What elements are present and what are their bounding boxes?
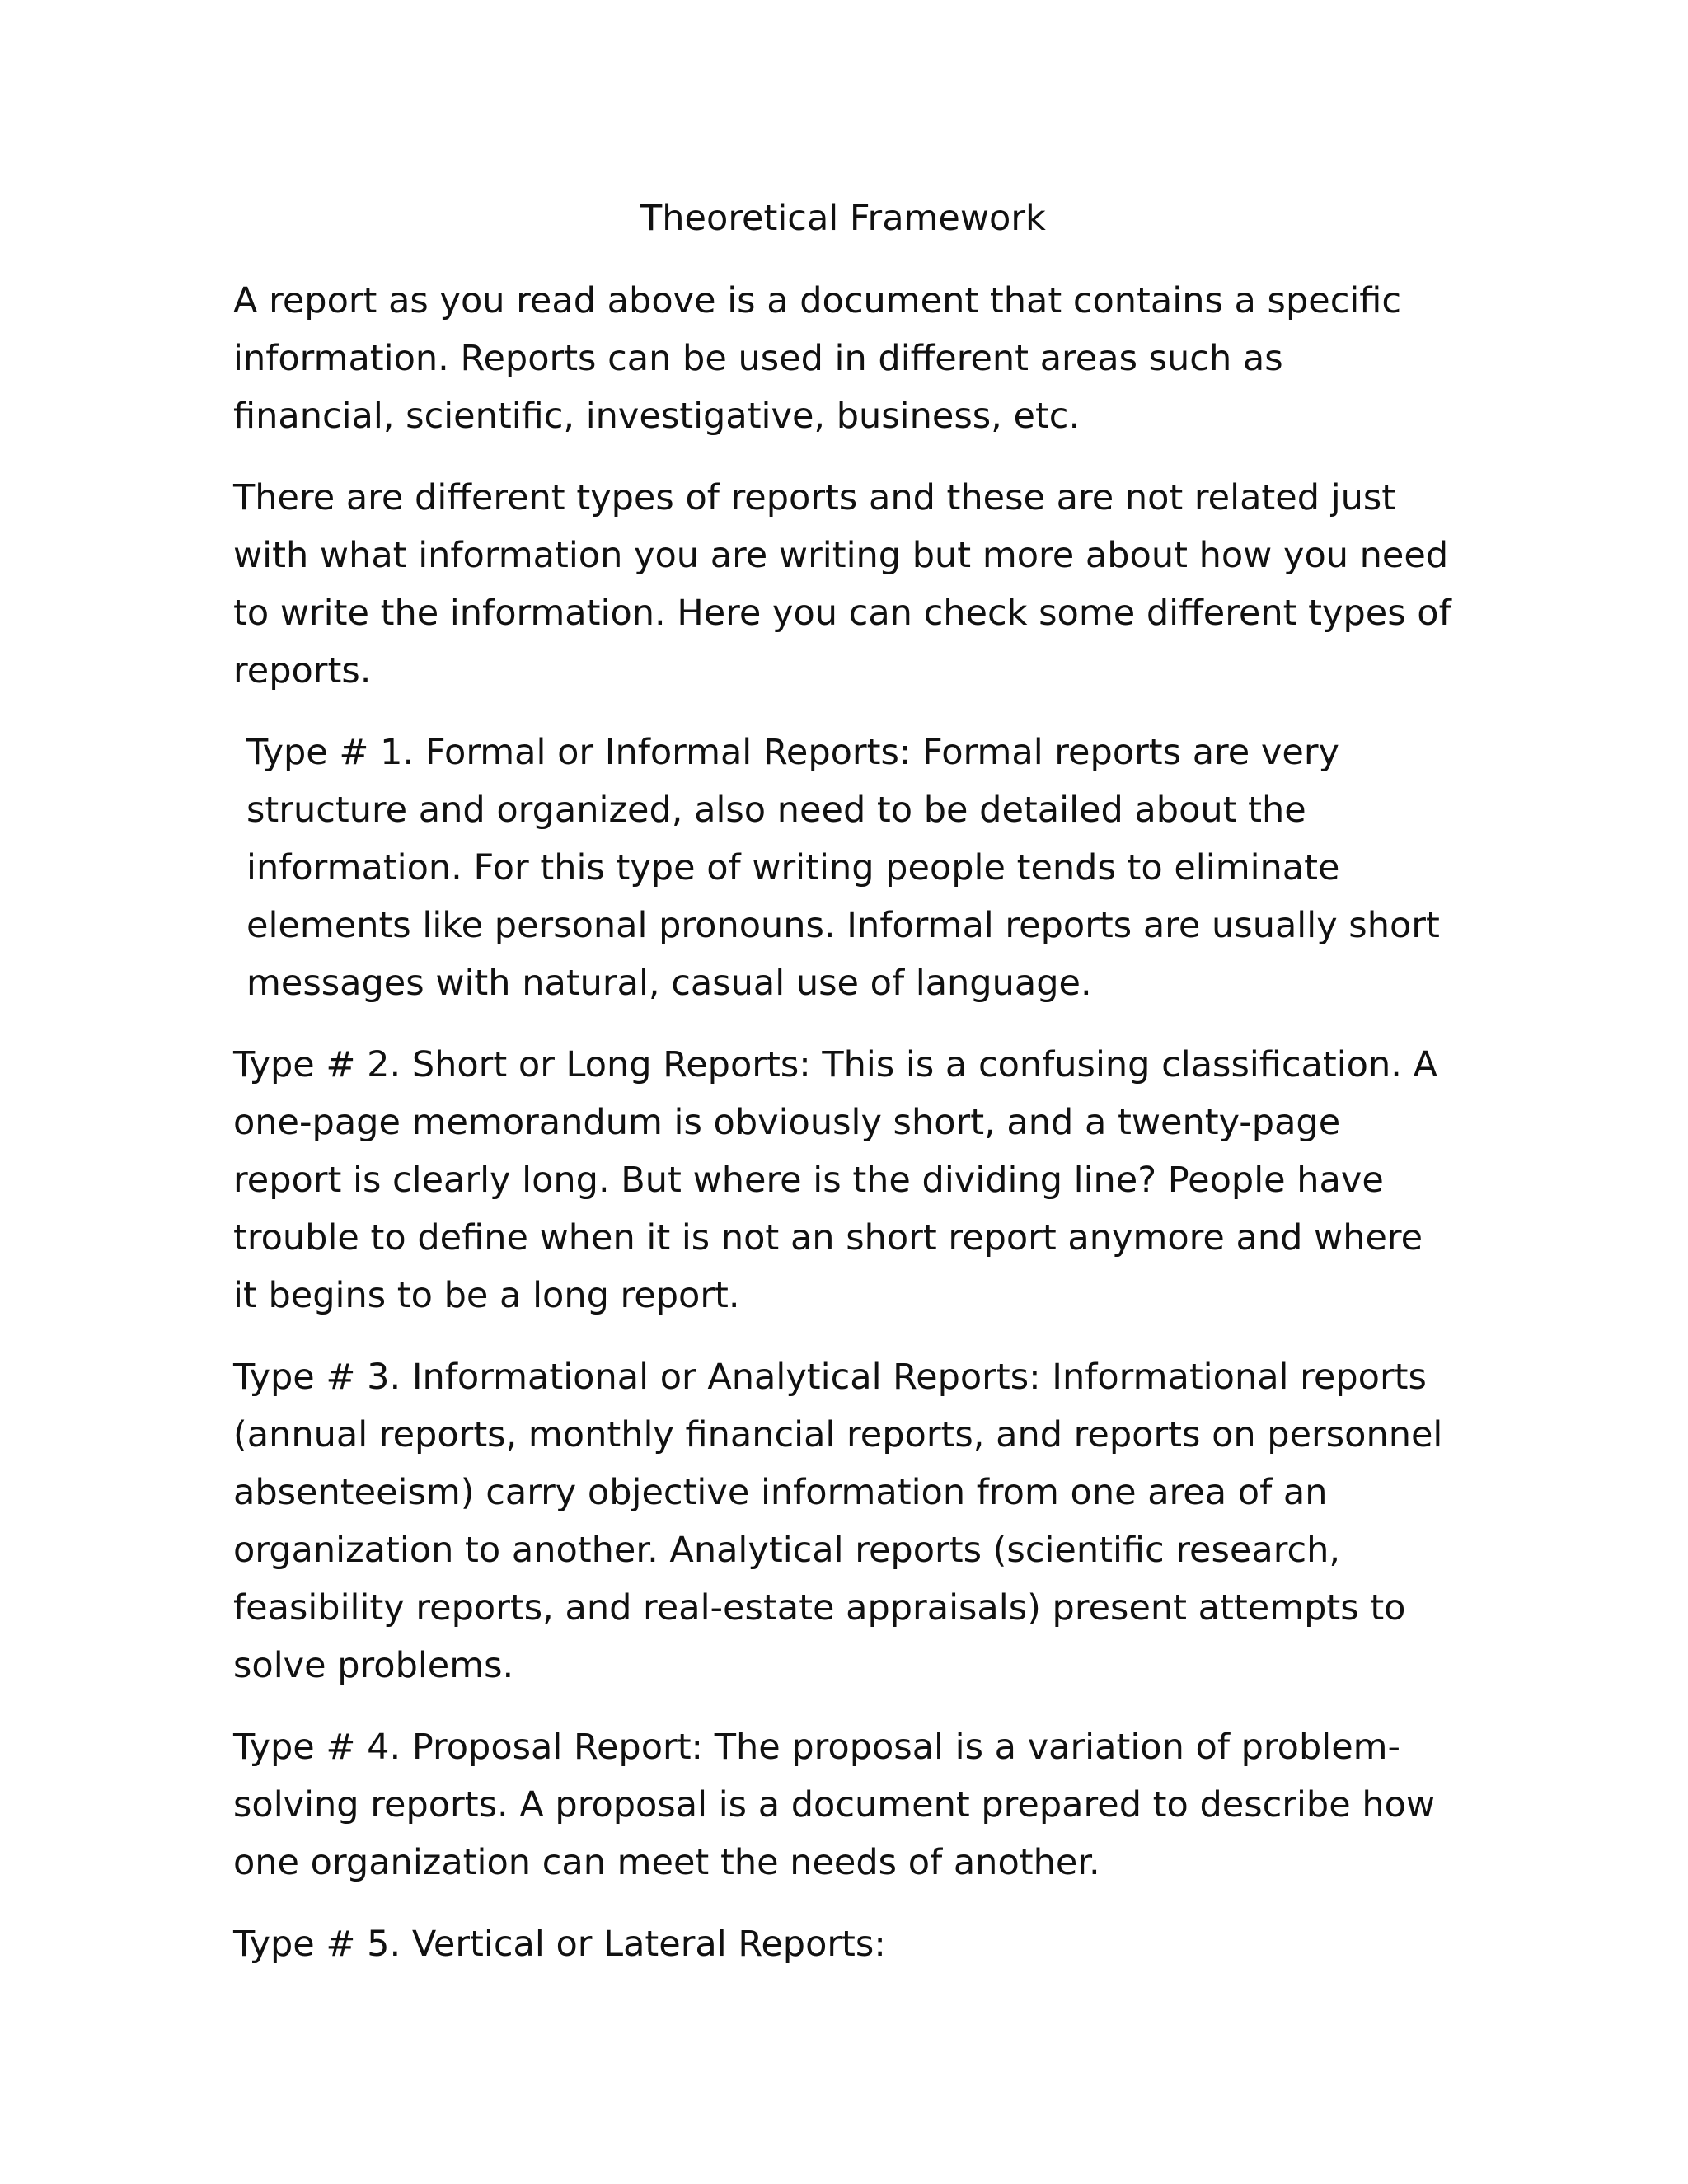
page-title: Theoretical Framework: [640, 198, 1046, 239]
document-body: [233, 190, 1453, 1973]
paragraph-report-types: There are different types of reports and these are not related just with what information you are writing but more about how you need to write the information. Here you can check some different types of reports.: [233, 477, 1451, 691]
paragraph-intro: A report as you read above is a document that contains a specific information. Reports can be used in different areas such as financial, scientific, investigative, business, etc.: [233, 280, 1402, 437]
paragraph-type-2: Type # 2. Short or Long Reports: This is a confusing classification. A one-page memorandum is obviously short, and a twenty-page report is clearly long. But where is the dividing line? People have trouble to define when it is not an short report anymore and where it begins to be a long report.: [233, 1044, 1437, 1316]
paragraph-type-4: Type # 4. Proposal Report: The proposal is a variation of problem-solving reports. A proposal is a document prepared to describe how one organization can meet the needs of another.: [233, 1727, 1436, 1883]
paragraph-type-5: Type # 5. Vertical or Lateral Reports:: [233, 1924, 886, 1965]
paragraph-type-3: Type # 3. Informational or Analytical Reports: Informational reports (annual reports, monthly financial reports, and reports on personnel absenteeism) carry objective information from one area of an organization to another. Analytical reports (scientific research, feasibility reports, and real-estate appraisals) present attempts to solve problems.: [233, 1357, 1443, 1686]
paragraph-type-1: Type # 1. Formal or Informal Reports: Formal reports are very structure and organized, also need to be detailed about the information. For this type of writing people tends to eliminate elements like personal pronouns. Informal reports are usually short messages with natural, casual use of language.: [246, 732, 1440, 1004]
